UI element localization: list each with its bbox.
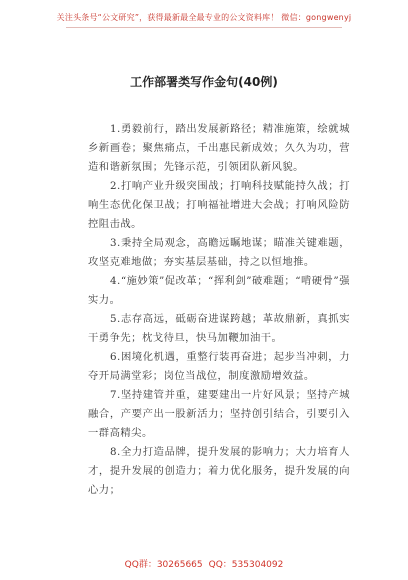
footer-qq: QQ：535304092 xyxy=(208,560,284,570)
list-item: 2.打响产业升级突围战；打响科技赋能持久战；打响生态优化保卫战；打响福祉增进大会战；打响风险防控阻击战。 xyxy=(88,180,350,230)
list-item: 3.秉持全局观念，高瞻远瞩地谋；瞄准关键难题，攻坚克难地做；夯实基层基础，持之以恒地推。 xyxy=(88,237,350,268)
list-item: 6.困境化机遇，重整行装再奋进；起步当冲刺，力夺开局满堂彩；岗位当战位，制度激励增效益。 xyxy=(88,351,350,382)
page-title: 工作部署类写作金句(40例) xyxy=(130,75,278,89)
footer-qq-group: QQ群：30265665 xyxy=(124,560,203,570)
list-item: 7.坚持建管并重，建要建出一片好风景；坚持产城融合，产要产出一股新活力；坚持创引结合，引要引入一群高精尖。 xyxy=(88,389,350,439)
list-item: 4.“施妙策”促改革；“挥利剑”破难题；“啃硬骨”强实力。 xyxy=(88,275,350,306)
list-item: 5.志存高远，砥砺奋进谋跨越；革故鼎新，真抓实干勇争先；枕戈待旦，快马加鞭加油干。 xyxy=(88,313,350,344)
header-note: 关注头条号“公文研究”，获得最新最全最专业的公文资料库！ 微信：gongwenyj xyxy=(56,13,352,22)
list-item: 1.勇毅前行，踏出发展新路径；精准施策，绘就城乡新画卷；聚焦痛点，千出惠民新成效；久久为功，营造和谐新氛围；先锋示范，引领团队新风貌。 xyxy=(88,123,350,173)
list-item: 8.全力打造品牌，提升发展的影响力；大力培育人才，提升发展的创造力；着力优化服务，提升发展的向心力； xyxy=(88,446,350,496)
item-list xyxy=(88,110,350,500)
footer-contact xyxy=(0,557,408,570)
header-divider xyxy=(66,27,342,28)
